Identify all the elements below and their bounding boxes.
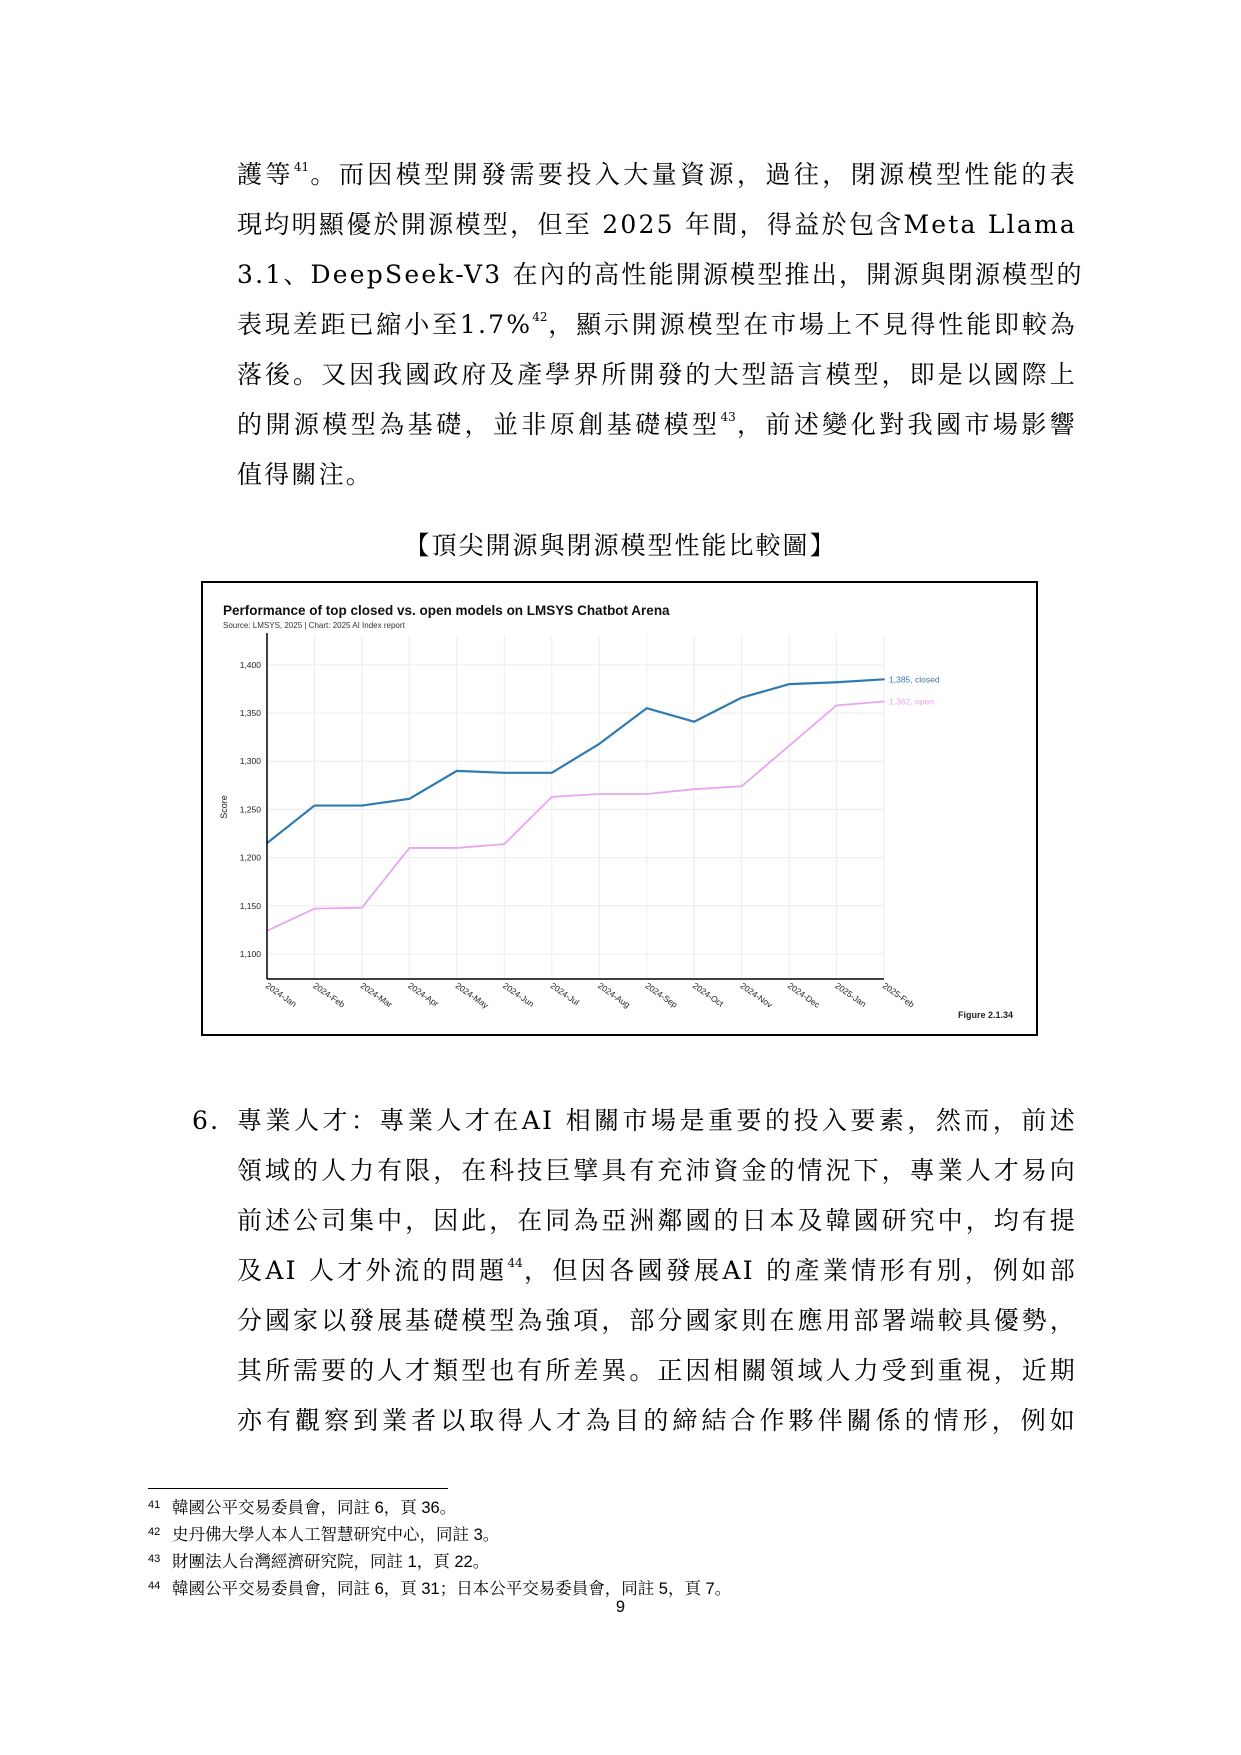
list-line: 領域的人力有限，在科技巨擘具有充沛資金的情況下，專業人才易向 — [237, 1156, 1077, 1185]
paragraph-line: 表現差距已縮小至1.7%$^{42}$，顯示開源模型在市場上不見得性能即較為 — [237, 310, 1077, 339]
footnote-44 — [148, 1573, 1048, 1600]
data-point-open — [314, 908, 316, 910]
footnote-41 — [148, 1492, 1048, 1519]
footnote-separator — [148, 1488, 448, 1489]
list-line: 分國家以發展基礎模型為強項，部分國家則在應用部署端較具優勢， — [237, 1306, 1077, 1335]
footnote-text: 韓國公平交易委員會，同註 6，頁 31；日本公平交易委員會，同註 5，頁 7。 — [172, 1580, 732, 1598]
x-tick-label: 2024-Feb — [311, 980, 347, 1010]
page-number: 9 — [615, 1598, 626, 1616]
data-point-closed — [883, 678, 885, 680]
data-point-closed — [551, 772, 553, 774]
data-point-open — [361, 907, 363, 909]
y-tick-label: 1,150 — [239, 900, 261, 911]
list-line: 專業人才：專業人才在AI 相關市場是重要的投入要素，然而，前述 — [237, 1106, 1077, 1135]
footnotes — [148, 1492, 1048, 1600]
end-label-open: 1,362, open — [889, 696, 934, 707]
chart-title: Performance of top closed vs. open models on LMSYS Chatbot Arena — [223, 603, 670, 618]
data-point-open — [646, 793, 648, 795]
data-point-closed — [646, 707, 648, 709]
data-point-open — [456, 847, 458, 849]
footnote-number: 43 — [148, 1553, 161, 1565]
data-point-open — [551, 796, 553, 798]
list-line: 前述公司集中，因此，在同為亞洲鄰國的日本及韓國研究中，均有提 — [237, 1206, 1077, 1235]
x-tick-label: 2024-Sep — [643, 980, 680, 1010]
footnote-ref-44[interactable]: 44 — [507, 1256, 523, 1270]
y-tick-label: 1,100 — [239, 948, 261, 959]
x-axis-ticks — [264, 980, 917, 1010]
data-point-closed — [408, 798, 410, 800]
x-tick-label: 2024-Nov — [738, 980, 775, 1010]
footnote-ref-41[interactable]: 41 — [293, 160, 310, 174]
y-tick-label: 1,350 — [239, 708, 261, 719]
list-line: 亦有觀察到業者以取得人才為目的締結合作夥伴關係的情形，例如 — [237, 1406, 1077, 1435]
data-point-open — [408, 847, 410, 849]
footnote-text: 財團法人台灣經濟研究院，同註 1，頁 22。 — [172, 1553, 490, 1571]
y-axis-label: Score — [219, 795, 229, 819]
paragraph-body — [237, 150, 1084, 500]
x-tick-label: 2024-Jul — [548, 980, 582, 1008]
data-point-open — [883, 701, 885, 703]
line-chart — [203, 583, 1036, 1034]
x-tick-label: 2024-Dec — [785, 980, 822, 1010]
data-point-closed — [693, 721, 695, 723]
chart-subtitle: Source: LMSYS, 2025 | Chart: 2025 AI Index report — [223, 621, 405, 630]
list-number: 6. — [192, 1106, 221, 1135]
list-line: 其所需要的人才類型也有所差異。正因相關領域人力受到重視，近期 — [237, 1356, 1077, 1385]
y-tick-label: 1,300 — [239, 756, 261, 767]
data-point-closed — [788, 683, 790, 685]
data-point-open — [598, 793, 600, 795]
figure-number: Figure 2.1.34 — [958, 1010, 1014, 1020]
x-tick-label: 2024-Oct — [691, 980, 726, 1009]
footnote-text: 史丹佛大學人本人工智慧研究中心，同註 3。 — [172, 1526, 500, 1544]
data-point-open — [788, 745, 790, 747]
y-tick-label: 1,200 — [239, 852, 261, 863]
y-tick-label: 1,400 — [239, 659, 261, 670]
grid — [267, 635, 884, 979]
y-tick-label: 1,250 — [239, 804, 261, 815]
chart-figure — [201, 581, 1038, 1036]
list-item-content — [237, 1096, 1077, 1446]
data-point-open — [836, 704, 838, 706]
x-tick-label: 2025-Jan — [833, 980, 869, 1009]
footnote-ref-42[interactable]: 42 — [532, 310, 548, 324]
paragraph-line: 現均明顯優於開源模型，但至 2025 年間，得益於包含Meta Llama — [237, 210, 1077, 239]
series-line-open — [267, 701, 884, 930]
data-point-open — [741, 785, 743, 787]
footnote-number: 41 — [148, 1499, 161, 1511]
x-tick-label: 2024-Aug — [596, 980, 633, 1010]
x-tick-label: 2025-Feb — [880, 980, 917, 1010]
paragraph-line: 落後。又因我國政府及產學界所開發的大型語言模型，即是以國際上 — [237, 360, 1077, 389]
paragraph-line: 護等$^{41}$。而因模型開發需要投入大量資源，過往，閉源模型性能的表 — [237, 160, 1078, 189]
y-axis-ticks — [240, 660, 262, 959]
figure-caption: 【頂尖開源與閉源模型性能比較圖】 — [404, 531, 837, 560]
footnote-43 — [148, 1546, 1048, 1573]
paragraph-line: 的開源模型為基礎，並非原創基礎模型$^{43}$，前述變化對我國市場影響 — [237, 410, 1077, 439]
data-point-closed — [314, 805, 316, 807]
x-tick-label: 2024-Jun — [501, 980, 536, 1009]
x-tick-label: 2024-Jan — [263, 980, 299, 1009]
x-tick-label: 2024-Apr — [406, 980, 441, 1009]
data-point-closed — [503, 772, 505, 774]
paragraph-line: 值得關注。 — [237, 460, 374, 489]
data-point-closed — [598, 743, 600, 745]
list-line: 及AI 人才外流的問題$^{44}$，但因各國發展AI 的產業情形有別，例如部 — [237, 1256, 1078, 1285]
data-point-closed — [836, 681, 838, 683]
footnote-number: 44 — [148, 1580, 161, 1592]
data-point-closed — [456, 770, 458, 772]
footnote-text: 韓國公平交易委員會，同註 6，頁 36。 — [172, 1499, 457, 1517]
footnote-number: 42 — [148, 1526, 161, 1538]
paragraph-line: 3.1、DeepSeek-V3 在內的高性能開源模型推出，開源與閉源模型的 — [237, 260, 1084, 289]
data-point-open — [503, 843, 505, 845]
data-point-closed — [361, 805, 363, 807]
data-point-closed — [741, 697, 743, 699]
end-label-closed: 1,385, closed — [889, 674, 940, 685]
x-tick-label: 2024-May — [453, 980, 491, 1011]
data-point-open — [693, 788, 695, 790]
footnote-42 — [148, 1519, 1048, 1546]
x-tick-label: 2024-Mar — [358, 980, 395, 1010]
footnote-ref-43[interactable]: 43 — [720, 410, 736, 424]
